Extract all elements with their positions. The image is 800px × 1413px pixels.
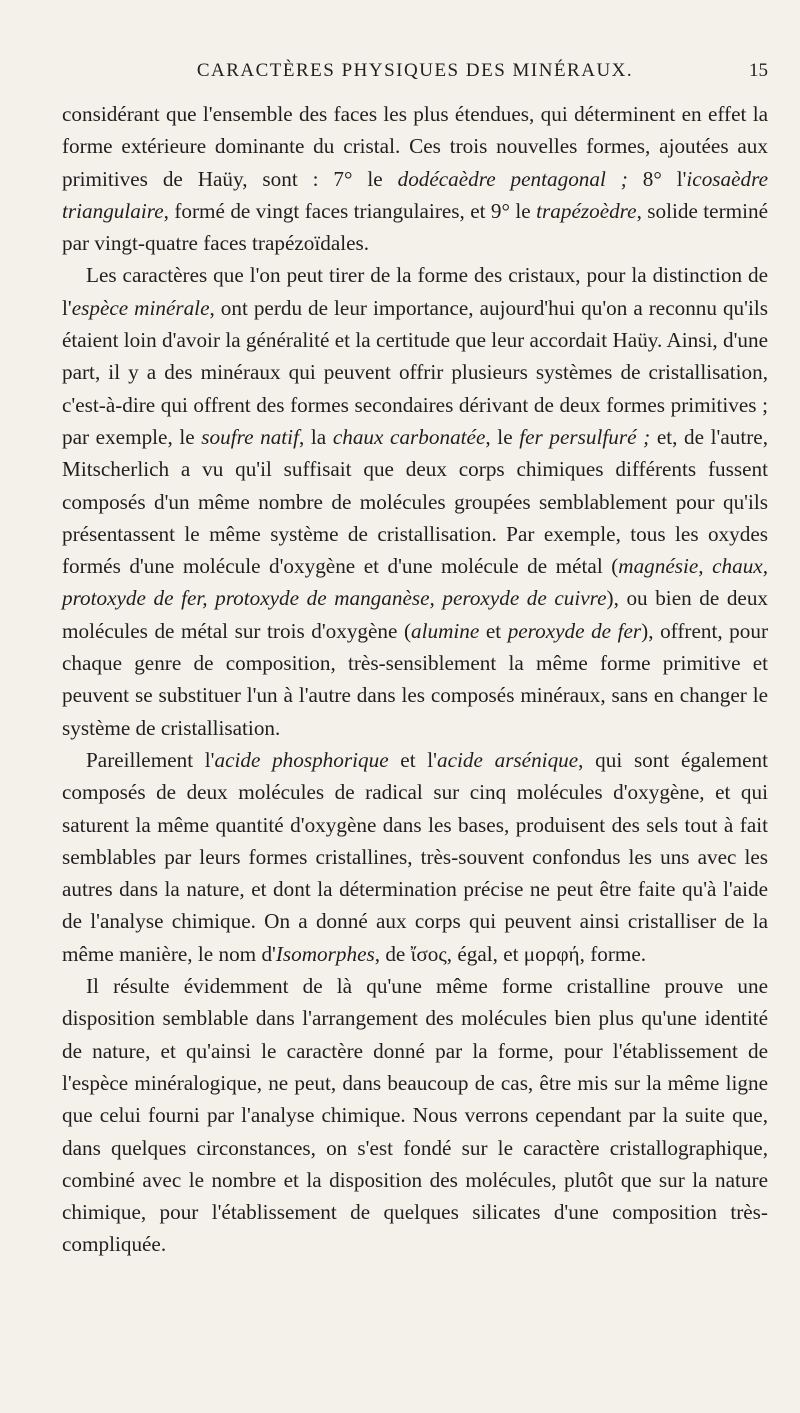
text-run: 8° l' <box>627 166 687 191</box>
italic-text: dodécaèdre pentagonal ; <box>397 166 628 191</box>
italic-text: acide phosphorique <box>214 747 389 772</box>
text-run: et l' <box>388 747 438 772</box>
italic-text: Isomorphes <box>275 941 375 966</box>
running-title: CARACTÈRES PHYSIQUES DES MINÉRAUX. <box>196 60 634 81</box>
text-run: et, de l'autre, Mitscherlich a vu qu'il suffisait que deux corps chimiques différents fussent composés d'un même nombre de molécules groupées semblablement pour qu'ils présentassent le même système de cristallisation. Par exemple, tous les oxydes formés d'une molécule d'oxygène et d'une molécule de métal ( <box>62 424 769 579</box>
text-run: , de ἴσος, égal, et μορφή, forme. <box>374 941 647 966</box>
text-run: , solide terminé par vingt-quatre faces trapézoïdales. <box>62 198 769 256</box>
text-run: Pareillement l' <box>86 747 215 772</box>
italic-text: acide arsénique <box>437 747 579 772</box>
text-run: considérant que l'ensemble des faces les plus étendues, qui déterminent en effet la forme extérieure dominante du cristal. Ces trois nouvelles formes, ajoutées aux primitives de Haüy, sont : 7° le <box>62 102 768 191</box>
italic-text: alumine <box>411 618 480 643</box>
paragraph <box>62 98 768 259</box>
text-run: , la <box>298 424 333 449</box>
italic-text: fer persulfuré ; <box>519 424 651 449</box>
text-run: ), ou bien de deux molécules de métal sur trois d'oxygène ( <box>62 586 769 643</box>
page-number: 15 <box>749 60 768 81</box>
paragraph <box>62 744 768 970</box>
paragraph <box>62 259 768 743</box>
page-header <box>62 58 768 88</box>
text-run: , le <box>485 424 520 449</box>
text-run: , qui sont également composés de deux molécules de radical sur cinq molécules d'oxygène, et qui saturent la même quantité d'oxygène dans les bases, produisent des sels tout à fait semblables par leurs formes cristallines, très-souvent confondus les uns avec les autres dans la nature, et dont la détermination précise ne peut être faite qu'à l'aide de l'analyse chimique. On a donné aux corps qui peuvent ainsi cristalliser de la même manière, le nom d' <box>62 747 769 966</box>
italic-text: espèce minérale <box>71 295 210 320</box>
text-run: ), offrent, pour chaque genre de composition, très-sensiblement la même forme primitive et peuvent se substituer l'un à l'autre dans les composés minéraux, sans en changer le système de cristallisation. <box>62 618 769 740</box>
body-text <box>62 98 768 1261</box>
italic-text: icosaèdre triangulaire <box>62 166 768 223</box>
paragraph <box>62 970 768 1261</box>
italic-text: trapézoèdre <box>536 198 637 223</box>
italic-text: soufre natif <box>201 424 299 449</box>
italic-text: magnésie, chaux, protoxyde de fer, protoxyde de manganèse, peroxyde de cuivre <box>62 554 768 611</box>
text-run: et <box>479 618 508 643</box>
italic-text: peroxyde de fer <box>507 618 642 643</box>
text-run: Les caractères que l'on peut tirer de la forme des cristaux, pour la distinction de l' <box>62 263 768 320</box>
text-run: Il résulte évidemment de là qu'une même forme cristalline prouve une disposition semblable dans l'arrangement des molécules bien plus qu'une identité de nature, et qu'ainsi le caractère donné par la forme, pour l'établissement de l'espèce minéralogique, ne peut, dans beaucoup de cas, être mis sur la même ligne que celui fourni par l'analyse chimique. Nous verrons cependant par la suite que, dans quelques circonstances, on s'est fondé sur le caractère cristallographique, combiné avec le nombre et la disposition des molécules, plutôt que sur la nature chimique, pour l'établissement de quelques silicates d'une composition très-compliquée. <box>62 974 768 1257</box>
text-run: , formé de vingt faces triangulaires, et 9° le <box>163 198 537 223</box>
text-run: , ont perdu de leur importance, aujourd'hui qu'on a reconnu qu'ils étaient loin d'avoir la généralité et la certitude que leur accordait Haüy. Ainsi, d'une part, il y a des minéraux qui peuvent offrir plusieurs systèmes de cristallisation, c'est-à-dire qui offrent des formes secondaires dérivant de deux formes primitives ; par exemple, le <box>62 295 768 449</box>
italic-text: chaux carbonatée <box>332 424 486 449</box>
